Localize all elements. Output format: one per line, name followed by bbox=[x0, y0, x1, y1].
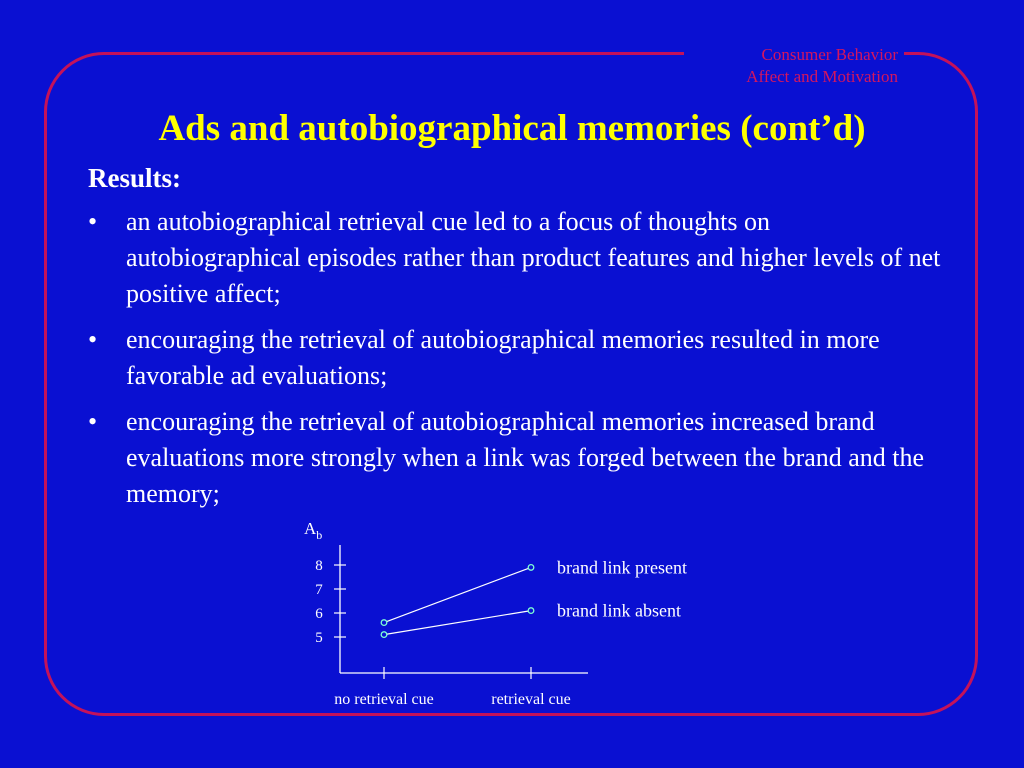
bullet-text: encouraging the retrieval of autobiographical memories increased brand evaluations more strongly when a link was forged between the brand and the memory; bbox=[126, 407, 925, 508]
y-tick-label: 5 bbox=[315, 630, 323, 646]
series-label: brand link present bbox=[557, 557, 687, 578]
brand-evaluation-chart bbox=[280, 505, 760, 720]
y-tick-label: 8 bbox=[315, 558, 323, 574]
data-point bbox=[381, 632, 387, 638]
course-title: Consumer Behavior bbox=[761, 45, 898, 64]
course-topic: Affect and Motivation bbox=[746, 67, 898, 86]
y-tick-label: 7 bbox=[315, 582, 323, 598]
bullet-text: an autobiographical retrieval cue led to a focus of thoughts on autobiographical episodes rather than product features and higher levels of net positive affect; bbox=[126, 207, 941, 308]
bullet-text: encouraging the retrieval of autobiographical memories resulted in more favorable ad evaluations; bbox=[126, 325, 880, 390]
results-heading: Results: bbox=[88, 163, 181, 193]
data-point bbox=[528, 565, 534, 571]
x-tick-label: retrieval cue bbox=[491, 691, 571, 708]
data-point bbox=[381, 620, 387, 626]
bullet-icon: • bbox=[88, 207, 98, 236]
results-list bbox=[88, 204, 948, 522]
slide-title: Ads and autobiographical memories (cont’d) bbox=[158, 108, 866, 149]
y-axis-label-subscript: b bbox=[316, 528, 323, 542]
course-label bbox=[684, 44, 904, 88]
data-point bbox=[528, 608, 534, 614]
series-label: brand link absent bbox=[557, 600, 681, 621]
bullet-item bbox=[88, 322, 948, 394]
bullet-icon: • bbox=[88, 407, 98, 436]
bullet-icon: • bbox=[88, 325, 98, 354]
y-axis-label: $A_b$ bbox=[304, 519, 323, 542]
y-tick-label: 6 bbox=[315, 606, 323, 622]
bullet-item bbox=[88, 404, 948, 512]
bullet-item bbox=[88, 204, 948, 312]
x-tick-label: no retrieval cue bbox=[334, 691, 434, 708]
